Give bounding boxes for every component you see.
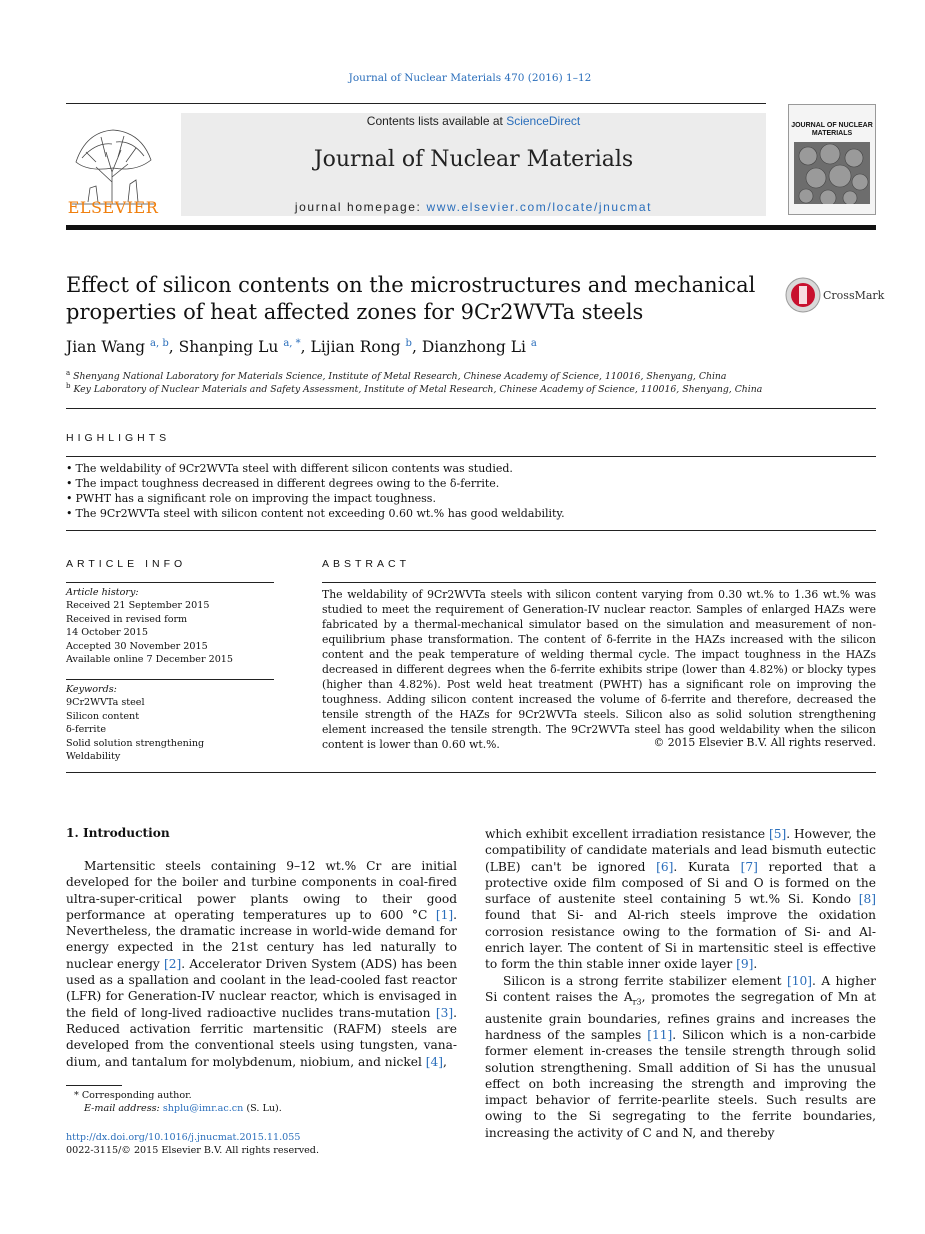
left-column [66, 858, 457, 1070]
cover-image [794, 142, 870, 204]
paragraph: Martensitic steels containing 9–12 wt.% Cr are initial developed for the boiler and turbine components in coal-fired ultra-super-critical power plants owing to their good performance at operating temperatures up to 600 °C [1]. Nevertheless, the dramatic increase in world-wide demand for energy expected in the 21st century has led naturally to nuclear energy [2]. Accelerator Driven System (ADS) has been used as a spallation and coolant in the lead-cooled fast reactor (LFR) for Generation-IV nuclear reactor, which is envisaged in the field of long-lived radioactive nuclides trans-mutation [3]. Reduced activation ferritic martensitic (RAFM) steels are developed from the conventional steels using tungsten, vana-dium, and tantalum for molybdenum, niobium, and nickel [4], [66, 859, 457, 1069]
divider [66, 772, 876, 773]
citation-ref[interactable]: [2] [164, 956, 182, 971]
highlights-heading: HIGHLIGHTS [66, 432, 171, 444]
keyword: Silicon content [66, 710, 140, 722]
email-footnote: E-mail address: shplu@imr.ac.cn (S. Lu). [84, 1103, 282, 1114]
keyword: δ-ferrite [66, 724, 107, 736]
divider [66, 679, 274, 680]
cover-title: JOURNAL OF NUCLEAR MATERIALS [791, 122, 873, 137]
journal-title: Journal of Nuclear Materials [313, 147, 634, 172]
author[interactable]: Jian Wang $^{a, b}$ [66, 338, 169, 357]
corresponding-footnote: * Corresponding author. [74, 1090, 192, 1101]
keyword: 9Cr2WVTa steel [66, 697, 145, 709]
right-column [485, 826, 876, 1141]
abstract-text: The weldability of 9Cr2WVTa steels with silicon content varying from 0.30 wt.% to 1.36 wt.% was studied to meet the requirement of Generation-IV nuclear reactor. Samples of enlarged HAZs were fabricated by a thermal-mechanical simulator based on the simulation and measurement of non-equilibrium phase transformation. The content of δ-ferrite in the HAZs increased with the silicon content and the peak temperature of welding thermal cycle. The impact toughness in the HAZs decreased in different degrees when the δ-ferrite exhibits stripe (lower than 4.82%) or blocky types (higher than 4.82%). Post weld heat treatment (PWHT) has a significant role on improving the toughness. Adding silicon content increased the volume of δ-ferrite and therefore, decreased the tensile strength of the HAZs for 9Cr2WVTa steels. Silicon also as solid solution strengthening element increased the tensile strength. The 9Cr2WVTa steel has good weldability when the silicon content is lower than 0.60 wt.%. [322, 588, 876, 751]
header-rule [66, 103, 766, 104]
history-entry: Received 21 September 2015 [66, 600, 210, 612]
affiliation: $^b$ Key Laboratory of Nuclear Materials and Safety Assessment, Institute of Metal Research, Chinese Academy of Science, 110016, Shenyang, China [66, 382, 763, 396]
highlight-item: • The 9Cr2WVTa steel with silicon content not exceeding 0.60 wt.% has good weldability. [66, 506, 876, 521]
email-link[interactable]: shplu@imr.ac.cn [162, 1103, 244, 1114]
author[interactable]: Lijian Rong $^b$ [310, 338, 412, 357]
author[interactable]: Shanping Lu $^{a, *}$ [178, 338, 301, 357]
citation-ref[interactable]: [10] [787, 973, 813, 988]
abstract-copyright: © 2015 Elsevier B.V. All rights reserved. [653, 736, 876, 749]
highlight-item: • The weldability of 9Cr2WVTa steel with different silicon contents was studied. [66, 461, 876, 476]
divider [66, 530, 876, 531]
section-heading: 1. Introduction [66, 826, 170, 840]
divider [322, 582, 876, 583]
subscript: r3 [632, 997, 642, 1007]
affiliation: $^a$ Shenyang National Laboratory for Materials Science, Institute of Metal Research, Chinese Academy of Science, 110016, Shenyang, China [66, 369, 727, 383]
contents-line: Contents lists available at ScienceDirect [366, 114, 581, 128]
divider [66, 408, 876, 409]
doi-link[interactable]: http://dx.doi.org/10.1016/j.jnucmat.2015.11.055 [66, 1132, 301, 1143]
keyword: Solid solution strengthening [66, 737, 205, 749]
history-entry: Available online 7 December 2015 [66, 654, 234, 666]
footnote-rule [66, 1085, 122, 1086]
paragraph: Silicon is a strong ferrite stabilizer element [10]. A higher Si content raises the $A_{r3}$, promotes the segregation of Mn at austenite grain boundaries, refines grains and increases the hardness of the samples [11]. Silicon which is a non-carbide former element in-creases the tensile strength through solid solution strengthening. Small addition of Si has the unusual effect on both increasing the strength and improving the impact behavior of ferrite-pearlite steels. Such results are owing to the Si segregating to the ferrite boundaries, increasing the activity of C and N, and thereby [485, 973, 876, 1140]
citation-ref[interactable]: [11] [647, 1028, 673, 1042]
abstract-heading: ABSTRACT [322, 558, 411, 570]
keyword: Weldability [66, 751, 121, 763]
article-info-heading: ARTICLE INFO [66, 558, 187, 570]
paragraph: which exhibit excellent irradiation resistance [5]. However, the compatibility of candidate materials and lead bismuth eutectic (LBE) can't be ignored [6]. Kurata [7] reported that a protective oxide film composed of Si and O is formed on the surface of austenite steel containing 5 wt.% Si. Kondo [8] found that Si- and Al-rich steels improve the oxidation corrosion resistance owing to the formation of Si- and Al-enrich layer. The content of Si in martensitic steel is effective to form the thin stable inner oxide layer [9]. [485, 827, 876, 972]
citation-ref[interactable]: [4] [425, 1054, 443, 1069]
citation-ref[interactable]: [8] [858, 892, 876, 907]
highlight-item: • The impact toughness decreased in different degrees owing to the δ-ferrite. [66, 476, 876, 491]
elsevier-wordmark: ELSEVIER [67, 198, 159, 217]
highlights-list [66, 461, 876, 521]
citation-ref[interactable]: [3] [435, 1005, 454, 1020]
homepage-link[interactable]: www.elsevier.com/locate/jnucmat [426, 200, 653, 214]
highlight-item: • PWHT has a significant role on improving the impact toughness. [66, 491, 876, 506]
citation-ref[interactable]: [7] [740, 859, 758, 874]
history-entry: Received in revised form [66, 613, 188, 625]
keywords: Keywords: 9Cr2WVTa steel Silicon content δ-ferrite Solid solution strengthening Weldability [66, 683, 286, 763]
citation-ref[interactable]: [9] [736, 957, 754, 972]
citation-ref[interactable]: [6] [656, 859, 674, 874]
history-entry: 14 October 2015 [66, 627, 148, 639]
history-entry: Accepted 30 November 2015 [66, 640, 208, 652]
header-thick-rule [66, 225, 876, 230]
divider [66, 456, 876, 457]
author-list: Jian Wang $^{a, b}$, Shanping Lu $^{a, *}$, Lijian Rong $^b$, Dianzhong Li $^a$ [66, 338, 537, 357]
homepage-line: journal homepage: www.elsevier.com/locate/jnucmat [294, 200, 653, 214]
citation-ref[interactable]: [5] [769, 827, 787, 841]
divider [66, 582, 274, 583]
crossmark-icon[interactable] [785, 277, 821, 313]
journal-citation[interactable]: Journal of Nuclear Materials 470 (2016) 1–12 [348, 72, 592, 84]
citation-ref[interactable]: [1] [435, 907, 454, 922]
author[interactable]: Dianzhong Li $^a$ [421, 338, 537, 357]
sciencedirect-link[interactable]: ScienceDirect [506, 114, 581, 128]
article-history: Article history: Received 21 September 2015 Received in revised form 14 October 2015 Accepted 30 November 2015 Available online 7 December 2015 [66, 586, 286, 666]
article-title: Effect of silicon contents on the microstructures and mechanical properties of heat affected zones for 9Cr2WVTa steels [66, 273, 756, 324]
issn-line: 0022-3115/© 2015 Elsevier B.V. All rights reserved. [66, 1145, 319, 1156]
crossmark-label[interactable]: CrossMark [823, 289, 885, 302]
